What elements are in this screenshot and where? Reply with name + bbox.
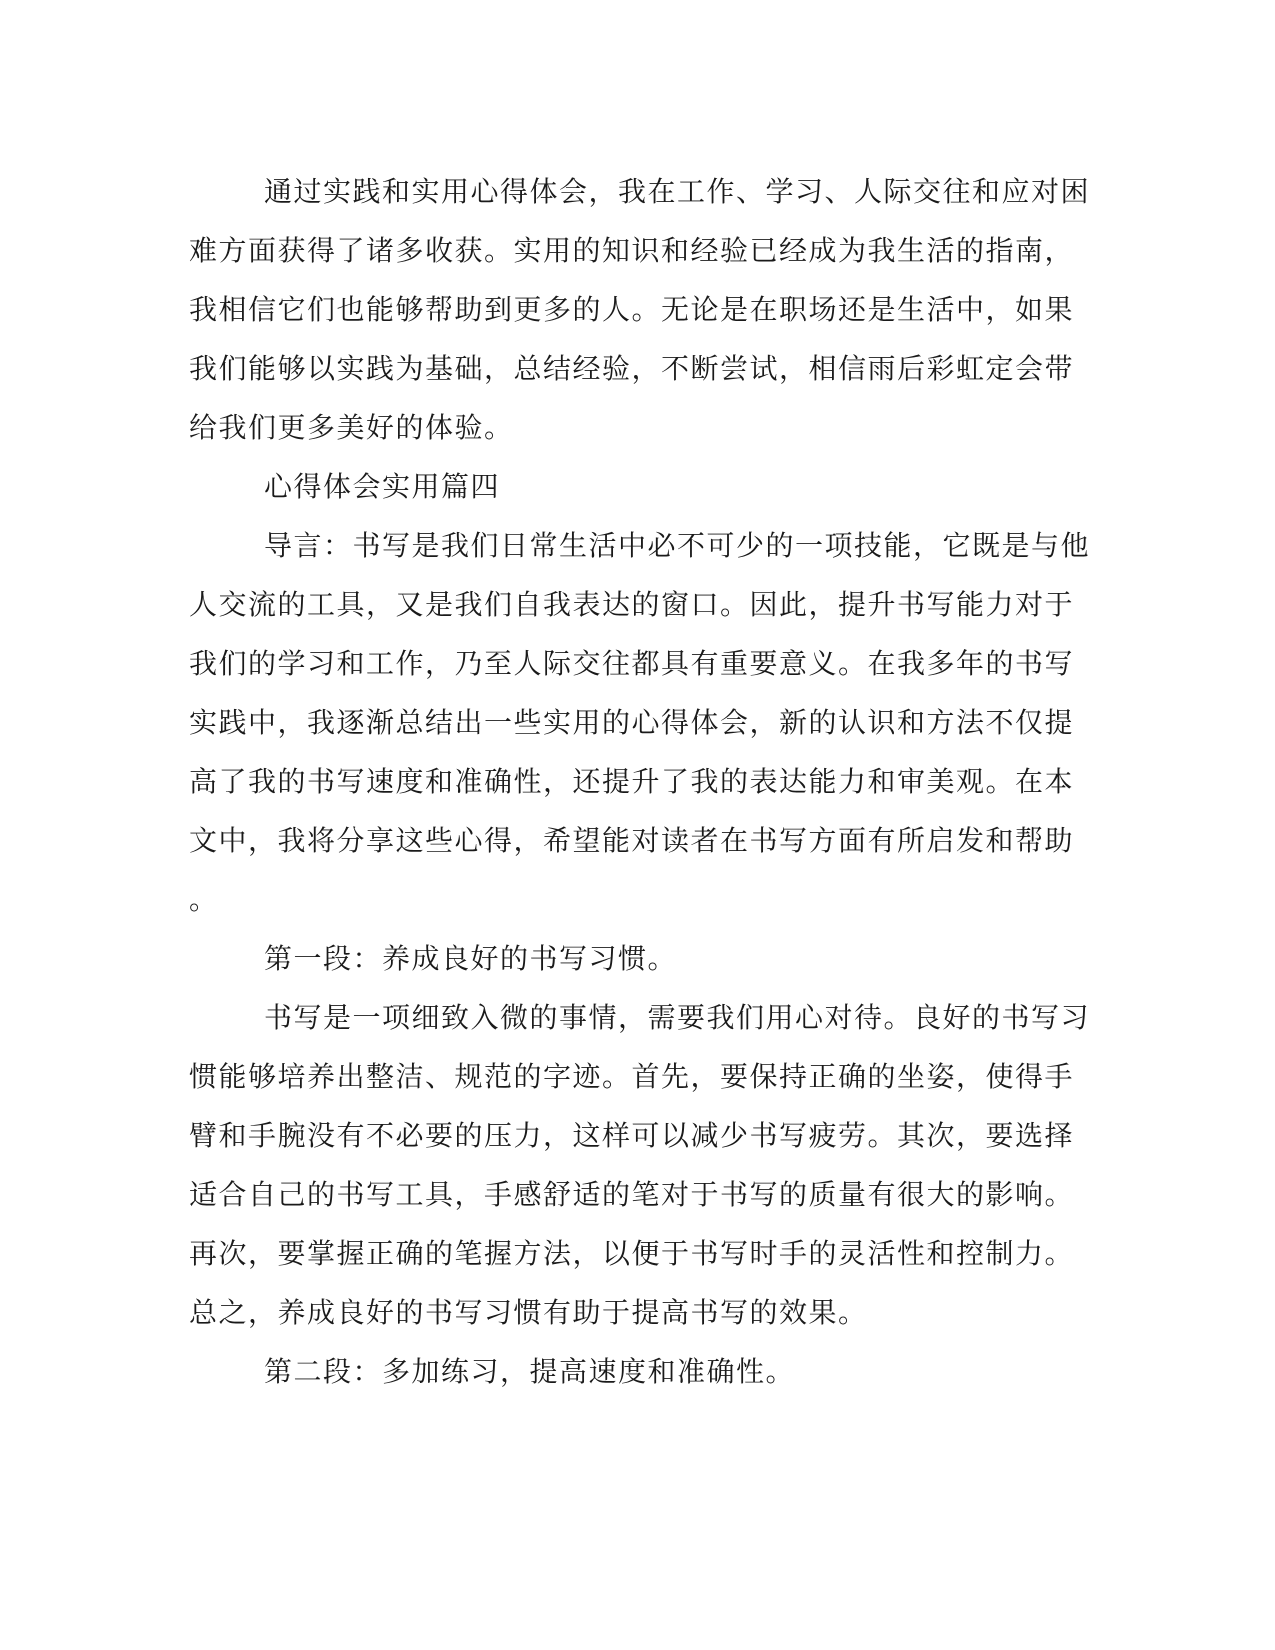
paragraph-line: 。 <box>189 883 218 916</box>
paragraph-line: 适合自己的书写工具，手感舒适的笔对于书写的质量有很大的影响。 <box>189 1178 1075 1211</box>
paragraph-line: 通过实践和实用心得体会，我在工作、学习、人际交往和应对困 <box>264 175 1091 208</box>
paragraph-line: 高了我的书写速度和准确性，还提升了我的表达能力和审美观。在本 <box>189 765 1075 798</box>
paragraph-line: 人交流的工具，又是我们自我表达的窗口。因此，提升书写能力对于 <box>189 588 1075 621</box>
section-heading: 心得体会实用篇四 <box>264 470 501 503</box>
document-body <box>189 162 1089 1401</box>
paragraph-line: 我们能够以实践为基础，总结经验，不断尝试，相信雨后彩虹定会带 <box>189 352 1075 385</box>
paragraph-line: 我们的学习和工作，乃至人际交往都具有重要意义。在我多年的书写 <box>189 647 1075 680</box>
section-heading: 第一段：养成良好的书写习惯。 <box>264 942 678 975</box>
section-heading: 第二段：多加练习，提高速度和准确性。 <box>264 1355 796 1388</box>
paragraph-line: 臂和手腕没有不必要的压力，这样可以减少书写疲劳。其次，要选择 <box>189 1119 1075 1152</box>
paragraph-line: 给我们更多美好的体验。 <box>189 411 514 444</box>
paragraph-line: 书写是一项细致入微的事情，需要我们用心对待。良好的书写习 <box>264 1001 1091 1034</box>
paragraph-line: 导言：书写是我们日常生活中必不可少的一项技能，它既是与他 <box>264 529 1091 562</box>
paragraph-line: 我相信它们也能够帮助到更多的人。无论是在职场还是生活中，如果 <box>189 293 1075 326</box>
paragraph-line: 惯能够培养出整洁、规范的字迹。首先，要保持正确的坐姿，使得手 <box>189 1060 1075 1093</box>
paragraph-line: 难方面获得了诸多收获。实用的知识和经验已经成为我生活的指南， <box>189 234 1075 267</box>
paragraph-line: 实践中，我逐渐总结出一些实用的心得体会，新的认识和方法不仅提 <box>189 706 1075 739</box>
paragraph-line: 总之，养成良好的书写习惯有助于提高书写的效果。 <box>189 1296 868 1329</box>
paragraph-line: 文中，我将分享这些心得，希望能对读者在书写方面有所启发和帮助 <box>189 824 1075 857</box>
paragraph-line: 再次，要掌握正确的笔握方法，以便于书写时手的灵活性和控制力。 <box>189 1237 1075 1270</box>
